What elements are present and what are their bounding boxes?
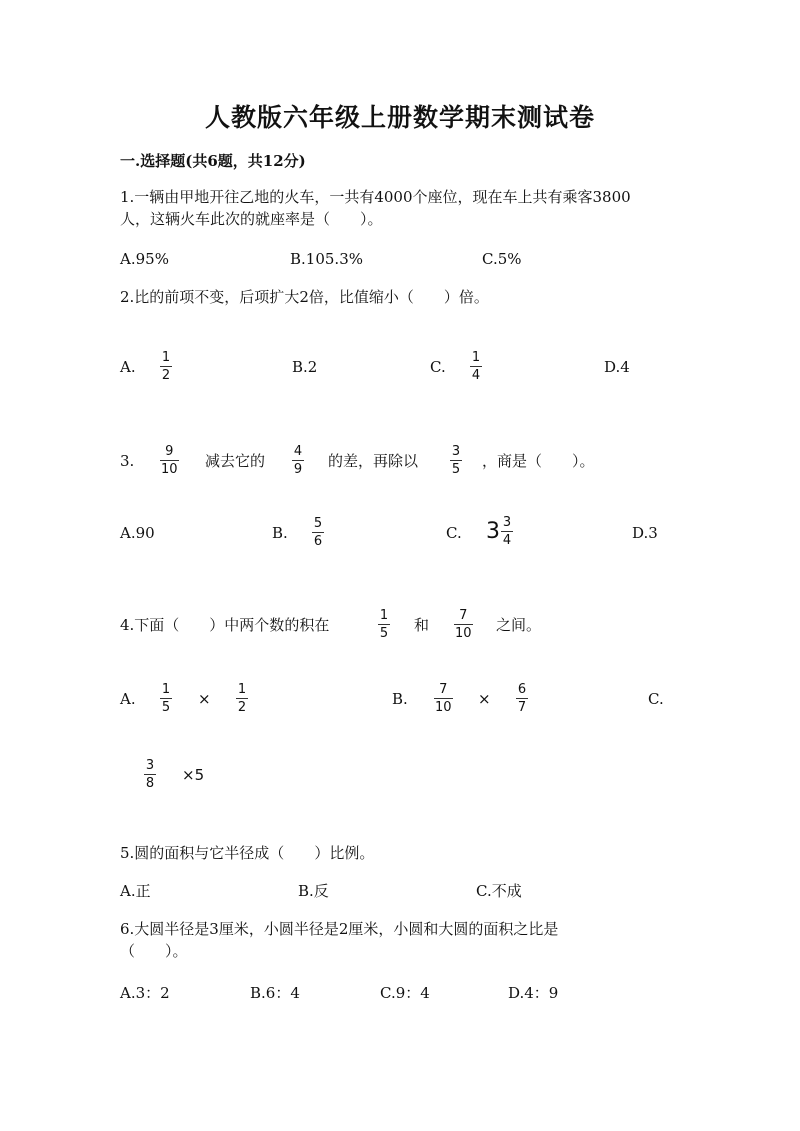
q4-option-b-fraction-1[interactable] [434,682,453,715]
question-3-text-2: 的差，再除以 [328,452,419,470]
denominator: 8 [145,776,155,791]
denominator: 7 [517,700,527,715]
denominator: 10 [435,700,452,715]
question-1-text-line1: 1.一辆由甲地开往乙地的火车，一共有4000个座位，现在车上共有乘客3800 [120,188,631,206]
question-4-text-1: 4.下面（ ）中两个数的积在 [120,616,330,634]
denominator: 5 [451,462,461,477]
denominator: 6 [313,534,323,549]
q4-option-c-multiplier: ×5 [182,766,205,784]
q3-option-a[interactable]: A.90 [120,524,155,542]
q4-fraction-1 [378,608,390,641]
q4-option-c-fraction[interactable] [144,758,156,791]
numerator: 5 [313,516,323,531]
q2-option-b[interactable]: B.2 [292,358,318,376]
q1-option-c[interactable]: C.5% [482,250,522,268]
fraction-part [501,515,513,548]
q3-fraction-3 [450,444,462,477]
times-sign: × [478,690,491,708]
q6-option-c[interactable]: C.9：4 [380,984,430,1002]
q3-option-b-fraction[interactable] [312,516,324,549]
q3-option-c-mixed-number[interactable] [486,515,513,548]
q4-fraction-2 [454,608,473,641]
numerator: 3 [502,515,512,530]
q2-option-a-label[interactable]: A. [120,358,136,376]
numerator: 1 [471,350,481,365]
question-3-text-3: ，商是（ ）。 [482,452,595,470]
q2-option-c-label[interactable]: C. [430,358,446,376]
q3-fraction-1 [160,444,179,477]
numerator: 1 [237,682,247,697]
numerator: 7 [459,608,468,623]
q2-option-d[interactable]: D.4 [604,358,630,376]
q3-option-d[interactable]: D.3 [632,524,658,542]
q4-option-a-label[interactable]: A. [120,690,136,708]
q4-option-a-fraction-1[interactable] [160,682,172,715]
q2-option-c-fraction[interactable] [470,350,482,383]
numerator: 9 [165,444,174,459]
q3-fraction-2 [292,444,304,477]
numerator: 1 [161,682,171,697]
question-2-text: 2.比的前项不变，后项扩大2倍，比值缩小（ ）倍。 [120,288,489,306]
question-3-number: 3. [120,452,135,470]
question-4-text-3: 之间。 [496,616,542,634]
q4-option-a-fraction-2[interactable] [236,682,248,715]
denominator: 10 [161,462,178,477]
q1-option-a[interactable]: A.95% [120,250,169,268]
denominator: 4 [471,368,481,383]
q6-option-b[interactable]: B.6：4 [250,984,300,1002]
q4-option-b-label[interactable]: B. [392,690,408,708]
question-3-text-1: 减去它的 [205,452,266,470]
q5-option-b[interactable]: B.反 [298,882,329,900]
denominator: 2 [237,700,247,715]
times-sign: × [198,690,211,708]
q4-option-c-label[interactable]: C. [648,690,664,708]
numerator: 6 [517,682,527,697]
whole-part: 3 [486,519,500,544]
question-5-text: 5.圆的面积与它半径成（ ）比例。 [120,844,375,862]
section-heading: 一.选择题(共6题，共12分) [120,152,306,170]
denominator: 4 [502,533,512,548]
question-4-text-2: 和 [414,616,430,634]
q3-option-c-label[interactable]: C. [446,524,462,542]
question-6-text-line2: （ ）。 [120,942,188,960]
page-title: 人教版六年级上册数学期末测试卷 [204,103,595,132]
numerator: 7 [439,682,448,697]
question-6-text-line1: 6.大圆半径是3厘米，小圆半径是2厘米，小圆和大圆的面积之比是 [120,920,559,938]
q5-option-a[interactable]: A.正 [120,882,151,900]
denominator: 10 [455,626,472,641]
denominator: 2 [161,368,171,383]
q6-option-a[interactable]: A.3：2 [120,984,170,1002]
numerator: 1 [379,608,389,623]
numerator: 3 [145,758,155,773]
denominator: 5 [379,626,389,641]
q3-option-b-label[interactable]: B. [272,524,288,542]
denominator: 5 [161,700,171,715]
numerator: 3 [451,444,461,459]
denominator: 9 [293,462,303,477]
q4-option-b-fraction-2[interactable] [516,682,528,715]
question-1-text-line2: 人，这辆火车此次的就座率是（ ）。 [120,210,383,228]
q6-option-d[interactable]: D.4：9 [508,984,559,1002]
numerator: 4 [293,444,303,459]
q2-option-a-fraction[interactable] [160,350,172,383]
numerator: 1 [161,350,171,365]
q1-option-b[interactable]: B.105.3% [290,250,363,268]
q5-option-c[interactable]: C.不成 [476,882,522,900]
